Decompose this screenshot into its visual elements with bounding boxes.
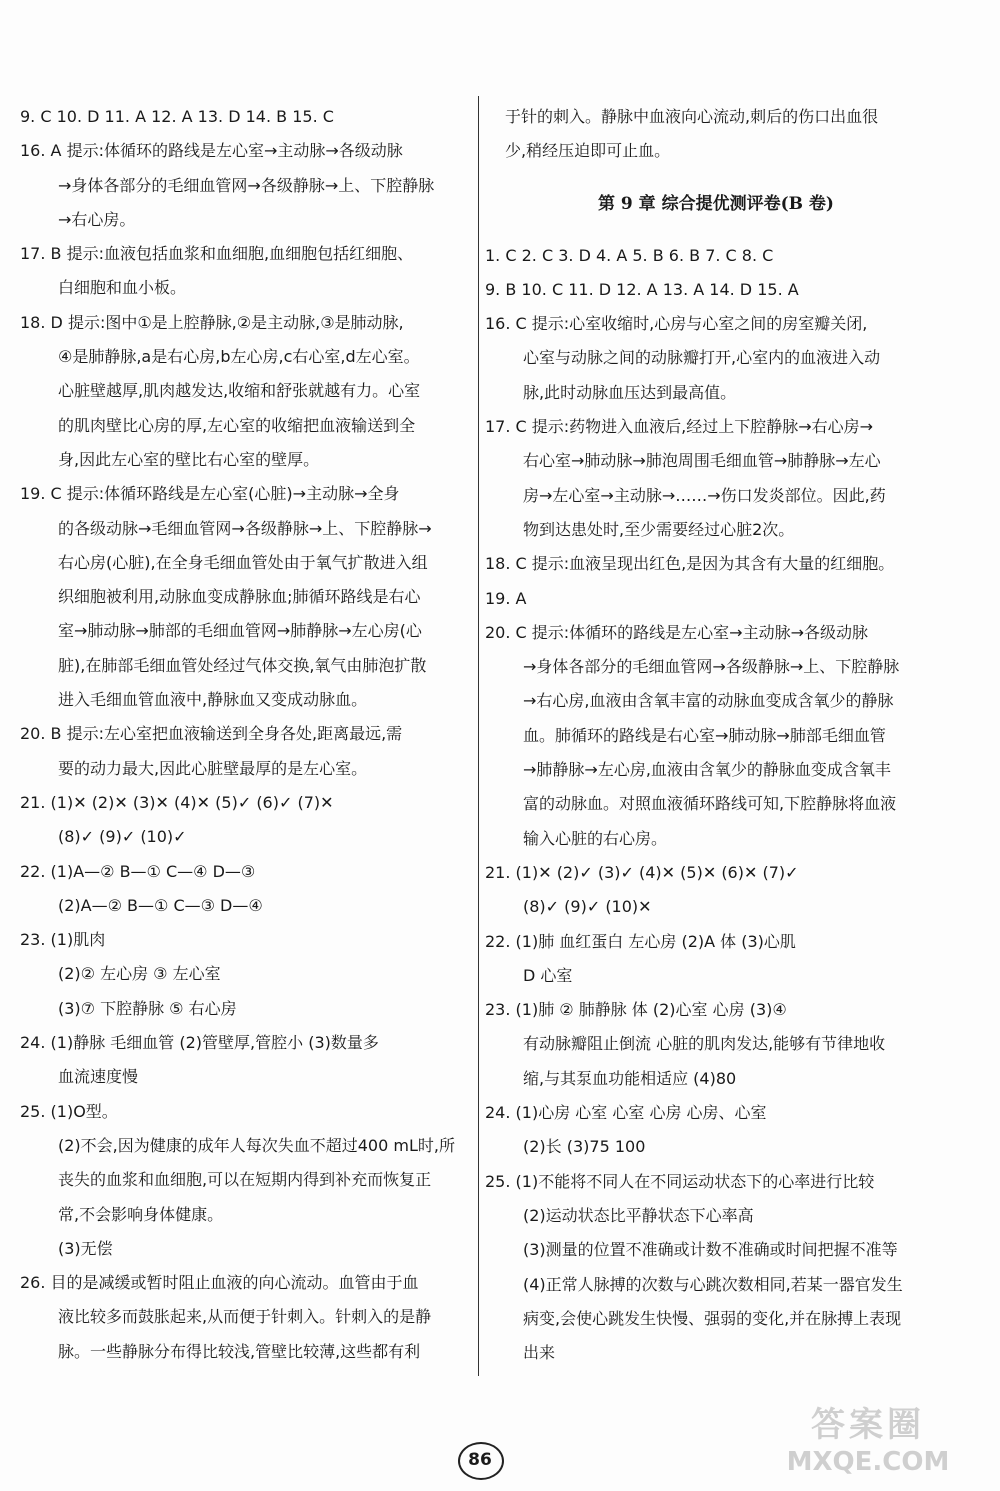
answer-line: 有动脉瓣阻止倒流 心脏的肌肉发达,能够有节律地收 [523, 1034, 886, 1054]
answer-line: 富的动脉血。对照血液循环路线可知,下腔静脉将血液 [523, 794, 897, 814]
answer-line: 9. C 10. D 11. A 12. A 13. D 14. B 15. C [20, 107, 334, 126]
answer-line: 身,因此左心室的壁比右心室的壁厚。 [58, 449, 320, 469]
answer-line: (2)运动状态比平静状态下心率高 [523, 1205, 754, 1225]
answer-line: (4)正常人脉搏的次数与心跳次数相同,若某一器官发生 [523, 1274, 903, 1294]
answer-line: 少,稍经压迫即可止血。 [505, 141, 671, 161]
answer-line: 常,不会影响身体健康。 [58, 1204, 224, 1224]
answer-line: 缩,与其泵血功能相适应 (4)80 [523, 1068, 737, 1088]
answer-line: 21. (1)✕ (2)✕ (3)✕ (4)✕ (5)✓ (6)✓ (7)✕ [20, 792, 334, 812]
answer-line: →右心房,血液由含氧丰富的动脉血变成含氧少的静脉 [523, 691, 894, 711]
answer-line: 心室与动脉之间的动脉瓣打开,心室内的血液进入动 [523, 348, 881, 368]
answer-line: 16. A 提示:体循环的路线是左心室→主动脉→各级动脉 [20, 141, 403, 161]
answer-line: 20. C 提示:体循环的路线是左心室→主动脉→各级动脉 [485, 622, 868, 642]
answer-line: 的各级动脉→毛细血管网→各级静脉→上、下腔静脉→ [58, 518, 432, 538]
answer-line: 16. C 提示:心室收缩时,心房与心室之间的房室瓣关闭, [485, 314, 868, 334]
answer-line: 23. (1)肺 ② 肺静脉 体 (2)心室 心房 (3)④ [485, 1000, 787, 1020]
answer-line: 于针的刺入。静脉中血液向心流动,刺后的伤口出血很 [505, 107, 879, 126]
answer-line: 房→左心室→主动脉→……→伤口发炎部位。因此,药 [523, 485, 886, 505]
answer-line: 右心房(心脏),在全身毛细血管处由于氧气扩散进入组 [58, 552, 428, 572]
answer-line: 要的动力最大,因此心脏壁最厚的是左心室。 [58, 758, 368, 778]
answer-line: 液比较多而鼓胀起来,从而便于针刺入。针刺入的是静 [58, 1307, 432, 1327]
watermark [748, 1403, 988, 1483]
answer-line: 物到达患处时,至少需要经过心脏2次。 [523, 519, 795, 539]
answer-line: 9. B 10. C 11. D 12. A 13. A 14. D 15. A [485, 279, 799, 299]
answer-line: 17. C 提示:药物进入血液后,经过上下腔静脉→右心房→ [485, 417, 874, 437]
answer-line: 23. (1)肌肉 [20, 930, 106, 950]
answer-line: 脉。一些静脉分布得比较浅,管壁比较薄,这些都有利 [58, 1341, 421, 1361]
answer-line: 25. (1)O型。 [20, 1101, 118, 1121]
answer-line: (2)长 (3)75 100 [523, 1137, 646, 1157]
answer-line: 织细胞被利用,动脉血变成静脉血;肺循环路线是右心 [58, 587, 421, 607]
answer-line: 25. (1)不能将不同人在不同运动状态下的心率进行比较 [485, 1171, 875, 1191]
chapter-heading: 第 9 章 综合提优测评卷(B 卷) [598, 193, 834, 214]
answer-line: (2)A—② B—① C—③ D—④ [58, 895, 263, 915]
answer-line: 白细胞和血小板。 [58, 278, 187, 298]
answer-line: (2)② 左心房 ③ 左心室 [58, 964, 221, 984]
answer-line: 24. (1)心房 心室 心室 心房 心房、心室 [485, 1103, 767, 1123]
answer-line: 26. 目的是减缓或暂时阻止血液的向心流动。血管由于血 [20, 1273, 419, 1293]
answer-line: ④是肺静脉,a是右心房,b左心房,c右心室,d左心室。 [58, 347, 420, 367]
answer-line: 18. D 提示:图中①是上腔静脉,②是主动脉,③是肺动脉, [20, 312, 404, 332]
answer-line: (3)测量的位置不准确或计数不准确或时间把握不准等 [523, 1240, 898, 1260]
answer-line: (3)⑦ 下腔静脉 ⑤ 右心房 [58, 998, 237, 1018]
answer-line: 进入毛细血管血液中,静脉血又变成动脉血。 [58, 690, 368, 710]
answer-line: →肺静脉→左心房,血液由含氧少的静脉血变成含氧丰 [523, 760, 891, 780]
answer-line: 病变,会使心跳发生快慢、强弱的变化,并在脉搏上表现 [523, 1308, 902, 1328]
column-divider [478, 96, 479, 1376]
answer-line: D 心室 [523, 965, 573, 985]
watermark-url: MXQE.COM [786, 1447, 950, 1477]
answer-line: 21. (1)✕ (2)✓ (3)✓ (4)✕ (5)✕ (6)✕ (7)✓ [485, 862, 799, 882]
answer-line: 出来 [523, 1343, 556, 1363]
answer-line: 脏),在肺部毛细血管处经过气体交换,氧气由肺泡扩散 [58, 655, 427, 675]
answer-line: (8)✓ (9)✓ (10)✕ [523, 897, 652, 917]
answer-line: 20. B 提示:左心室把血液输送到全身各处,距离最远,需 [20, 724, 403, 744]
answer-line: 24. (1)静脉 毛细血管 (2)管壁厚,管腔小 (3)数量多 [20, 1033, 379, 1053]
answer-line: →右心房。 [58, 209, 136, 229]
answer-line: (8)✓ (9)✓ (10)✓ [58, 827, 187, 847]
answer-line: →身体各部分的毛细血管网→各级静脉→上、下腔静脉 [58, 175, 435, 195]
answer-line: (2)不会,因为健康的成年人每次失血不超过400 mL时,所 [58, 1135, 455, 1155]
answer-line: 19. A [485, 588, 527, 608]
answer-line: 脉,此时动脉血压达到最高值。 [523, 382, 737, 402]
answer-line: 的肌肉壁比心房的厚,左心室的收缩把血液输送到全 [58, 415, 416, 435]
answer-line: 22. (1)肺 血红蛋白 左心房 (2)A 体 (3)心肌 [485, 931, 796, 951]
answer-line: 血流速度慢 [58, 1067, 139, 1087]
right-column [485, 100, 947, 1370]
answer-line: 室→肺动脉→肺部的毛细血管网→肺静脉→左心房(心 [58, 621, 422, 641]
answer-line: 1. C 2. C 3. D 4. A 5. B 6. B 7. C 8. C [485, 245, 774, 265]
answer-line: 输入心脏的右心房。 [523, 828, 668, 848]
answer-line: 17. B 提示:血液包括血浆和血细胞,血细胞包括红细胞、 [20, 244, 414, 264]
answer-line: 血。肺循环的路线是右心室→肺动脉→肺部毛细血管 [523, 725, 886, 745]
answer-line: 丧失的血浆和血细胞,可以在短期内得到补充而恢复正 [58, 1170, 432, 1190]
left-column [20, 100, 472, 1369]
answer-line: (3)无偿 [58, 1238, 113, 1258]
answer-line: 22. (1)A—② B—① C—④ D—③ [20, 861, 256, 881]
answer-line: 心脏壁越厚,肌肉越发达,收缩和舒张就越有力。心室 [58, 381, 421, 401]
answer-line: →身体各部分的毛细血管网→各级静脉→上、下腔静脉 [523, 657, 900, 677]
page-number: 86 [450, 1442, 510, 1478]
watermark-logo: 答案圈 [811, 1405, 925, 1445]
answer-line: 18. C 提示:血液呈现出红色,是因为其含有大量的红细胞。 [485, 554, 895, 574]
answer-line: 19. C 提示:体循环路线是左心室(心脏)→主动脉→全身 [20, 484, 400, 504]
answer-line: 右心室→肺动脉→肺泡周围毛细血管→肺静脉→左心 [523, 451, 881, 471]
